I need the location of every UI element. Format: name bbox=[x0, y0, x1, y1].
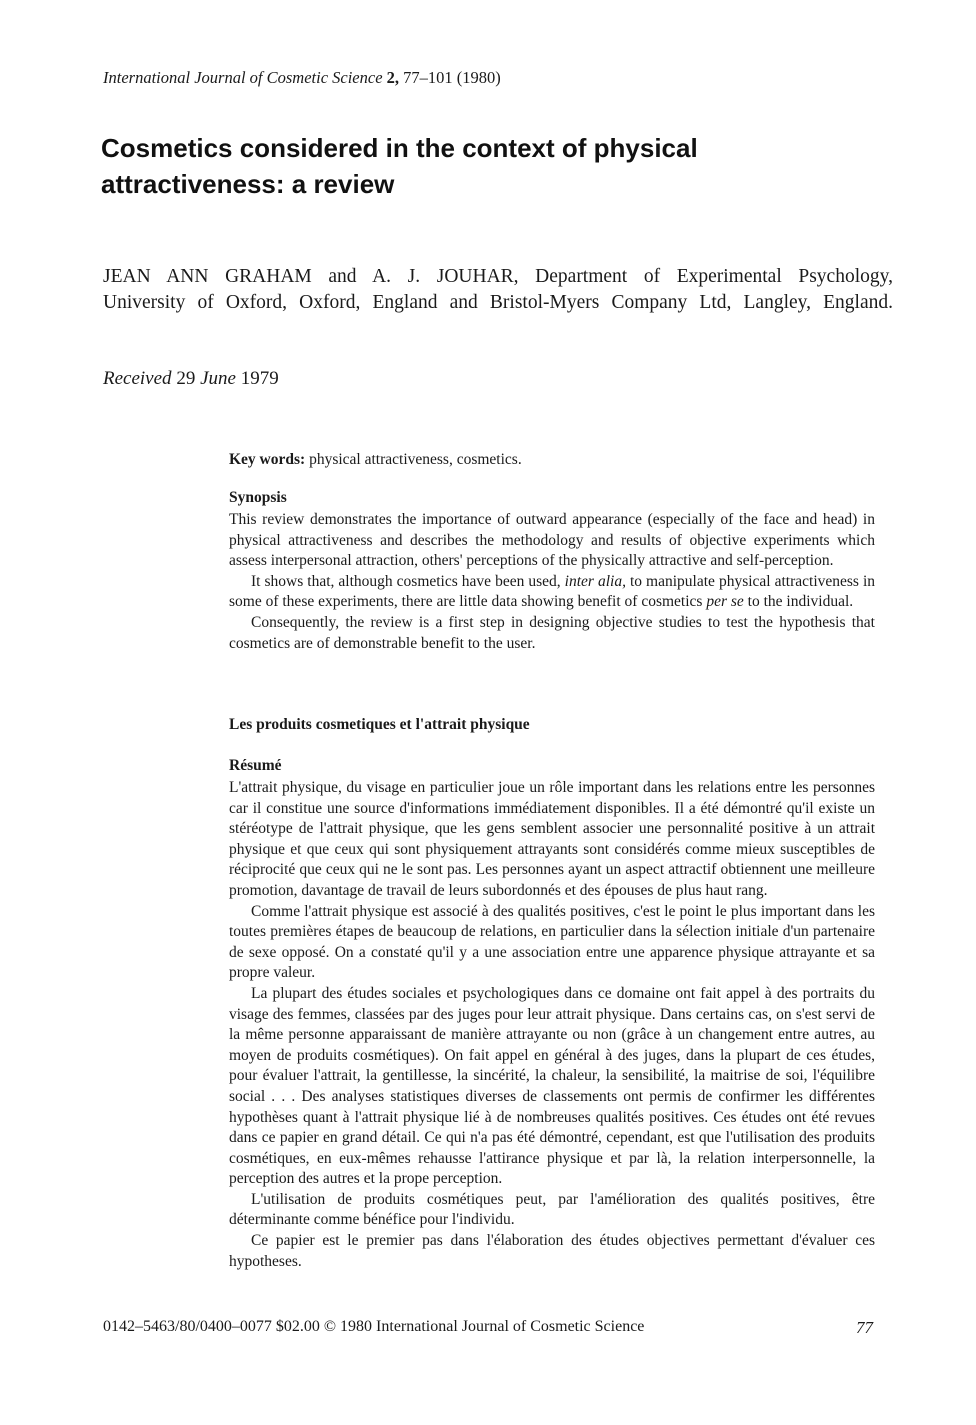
page-number: 77 bbox=[856, 1318, 873, 1337]
resume-paragraph-2: Comme l'attrait physique est associé à des qualités positives, c'est le point le plus important dans les toutes premières étapes de beaucoup de relations, en particulier dans la sélection initiale d'un partenaire de sexe opposé. On a constaté qu'il y a une association entre une apparence physique attrayante et sa propre valeur. bbox=[229, 902, 875, 982]
received-date bbox=[103, 368, 279, 390]
synopsis-paragraph-1: This review demonstrates the importance of outward appearance (especially of the face and head) in physical attractiveness and describes the methodology and results of objective experiments which assess interpersonal attraction, others' perceptions of the physically attractive and self-perception. bbox=[229, 511, 875, 570]
article-title: Cosmetics considered in the context of physical attractiveness: a review bbox=[101, 133, 698, 199]
received-day: 29 bbox=[176, 368, 196, 389]
resume-paragraph-1: L'attrait physique, du visage en particulier joue un rôle important dans les relations entre les personnes car il constitue une source d'informations immédiatement disponibles. Il a été démontré qu'il existe un stéréotype de l'attrait physique, que les gens semblent associer une personnalité positive à un attrait physique et que ceux qui sont physiquement attrayants sont considérés comme mieux susceptibles de réciprocité que ceux qui ne le sont pas. Les personnes ayant un aspect attractif obtiennent une meilleure promotion, davantage de travail de leurs subordonnés et des épouses de plus haut rang. bbox=[229, 779, 875, 899]
resume-paragraph-4: L'utilisation de produits cosmétiques peut, par l'amélioration des qualités positives, être déterminante comme bénéfice pour l'individu. bbox=[229, 1190, 875, 1229]
resume-body bbox=[229, 778, 875, 1272]
received-label: Received bbox=[103, 368, 172, 389]
synopsis-body bbox=[229, 510, 875, 654]
resume-paragraph-3: La plupart des études sociales et psychologiques dans ce domaine ont fait appel à des portraits du visage des femmes, classées par des juges pour leur attrait physique. Dans certains cas, on s'est servi de la même personne apparaissant de manière attrayante ou non (grâce à un changement entre autres, au moyen de produits cosmétiques). On fait appel en général à des juges, dans la plupart de ces études, pour évaluer l'attrait, la gentillesse, la sincérité, la chaleur, la sensibilité, la maitrise de soi, l'équilibre social . . . Des analyses statistiques diverses de classements ont permis de confirmer les différentes hypothèses quant à l'attrait physique lié à de nombreuses qualités positives. Ces études ont été revues dans ce papier en grand détail. Ce qui n'a pas été démontré, cependant, est que l'utilisation des produits cosmétiques, en eux-mêmes rehausse l'attirance physique et par là, la relation interpersonnelle, la perception des autres et la prope perception. bbox=[229, 984, 875, 1188]
synopsis-paragraph-3: Consequently, the review is a first step in designing objective studies to test the hypothesis that cosmetics are of demonstrable benefit to the user. bbox=[229, 613, 875, 652]
french-title: Les produits cosmetiques et l'attrait physique bbox=[229, 716, 530, 733]
received-year: 1979 bbox=[240, 368, 279, 389]
journal-volume: 2, bbox=[386, 68, 400, 87]
journal-name: International Journal of Cosmetic Science bbox=[103, 68, 383, 87]
journal-pages: 77–101 (1980) bbox=[403, 68, 501, 87]
resume-paragraph-5: Ce papier est le premier pas dans l'élaboration des études objectives permettant d'évaluer ces hypotheses. bbox=[229, 1232, 875, 1270]
keywords bbox=[229, 450, 875, 471]
journal-citation bbox=[103, 68, 501, 88]
authors-affiliation-line1: JEAN ANN GRAHAM and A. J. JOUHAR, Department of Experimental Psychology, bbox=[103, 266, 893, 287]
authors-affiliation-line2: University of Oxford, Oxford, England and Bristol-Myers Company Ltd, Langley, England. bbox=[103, 292, 893, 313]
resume-heading: Résumé bbox=[229, 757, 282, 774]
received-month: June bbox=[200, 368, 236, 389]
keywords-text: physical attractiveness, cosmetics. bbox=[309, 451, 522, 468]
footer-code: 0142–5463/80/0400–0077 $02.00 © 1980 International Journal of Cosmetic Science bbox=[103, 1318, 645, 1335]
keywords-label: Key words: bbox=[229, 451, 306, 468]
synopsis-paragraph-2: It shows that, although cosmetics have been used, inter alia, to manipulate physical attractiveness in some of these experiments, there are little data showing benefit of cosmetics per se to the individual. bbox=[229, 572, 876, 611]
synopsis-heading: Synopsis bbox=[229, 489, 287, 506]
